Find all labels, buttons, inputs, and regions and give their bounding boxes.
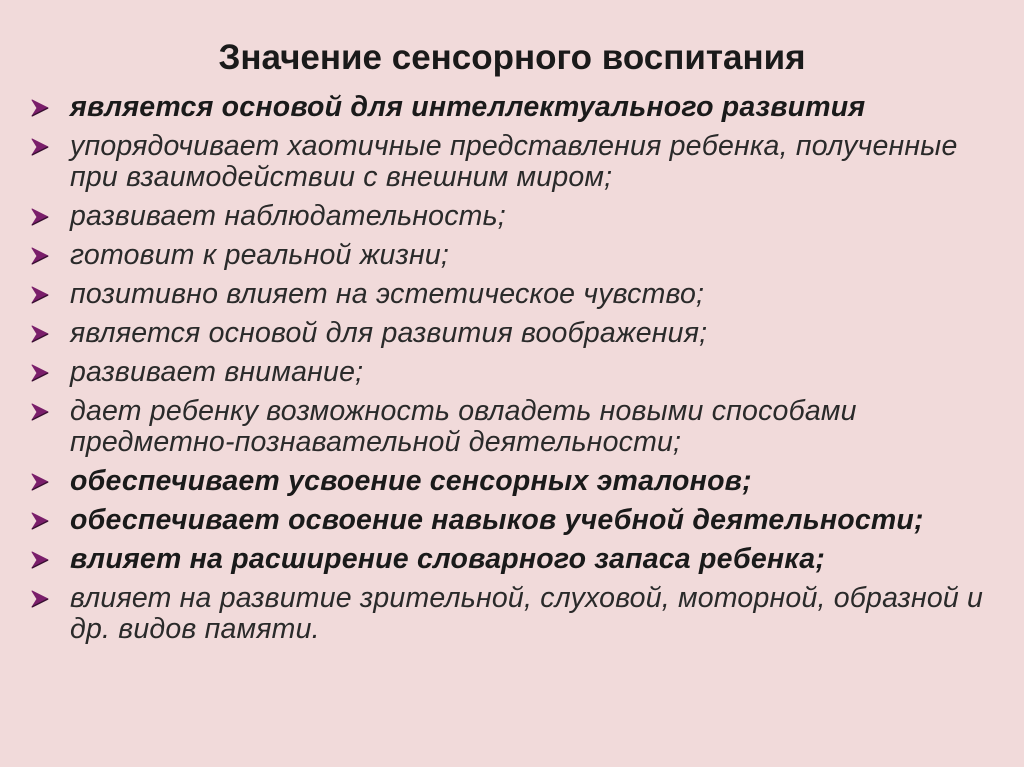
list-item-text: развивает внимание;: [70, 356, 364, 388]
list-item-text: дает ребенку возможность овладеть новыми способами предметно-познавательной деятельности;: [70, 395, 857, 458]
list-item-text: влияет на развитие зрительной, слуховой, моторной, образной и др. видов памяти.: [70, 582, 984, 645]
list-item-text: позитивно влияет на эстетическое чувство;: [70, 278, 705, 310]
list-item: [28, 92, 1008, 123]
list-item-text: является основой для интеллектуального развития: [70, 91, 866, 123]
list-item: [28, 544, 1008, 575]
arrow-bullet-icon: [30, 324, 52, 344]
list-item: [28, 279, 1008, 310]
list-item-text: готовит к реальной жизни;: [70, 239, 450, 271]
arrow-bullet-icon: [30, 363, 52, 383]
list-item: [28, 318, 1008, 349]
list-item-text: развивает наблюдательность;: [70, 200, 506, 232]
arrow-bullet-icon: [30, 402, 52, 422]
list-item-text: обеспечивает усвоение сенсорных эталонов;: [70, 465, 752, 497]
arrow-bullet-icon: [30, 207, 52, 227]
list-item: [28, 466, 1008, 497]
arrow-bullet-icon: [30, 511, 52, 531]
list-item-text: упорядочивает хаотичные представления ребенка, полученные при взаимодействии с внешним миром;: [70, 130, 958, 193]
arrow-bullet-icon: [30, 472, 52, 492]
slide-title: Значение сенсорного воспитания: [218, 38, 806, 77]
bullet-list: [28, 92, 1008, 653]
arrow-bullet-icon: [30, 98, 52, 118]
arrow-bullet-icon: [30, 550, 52, 570]
list-item-text: влияет на расширение словарного запаса ребенка;: [70, 543, 826, 575]
arrow-bullet-icon: [30, 589, 52, 609]
list-item: [28, 583, 1008, 645]
list-item: [28, 505, 1008, 536]
list-item-text: является основой для развития воображения;: [70, 317, 708, 349]
list-item-text: обеспечивает освоение навыков учебной деятельности;: [70, 504, 924, 536]
list-item: [28, 357, 1008, 388]
list-item: [28, 201, 1008, 232]
list-item: [28, 240, 1008, 271]
list-item: [28, 131, 1008, 193]
arrow-bullet-icon: [30, 246, 52, 266]
list-item: [28, 396, 1008, 458]
arrow-bullet-icon: [30, 285, 52, 305]
arrow-bullet-icon: [30, 137, 52, 157]
